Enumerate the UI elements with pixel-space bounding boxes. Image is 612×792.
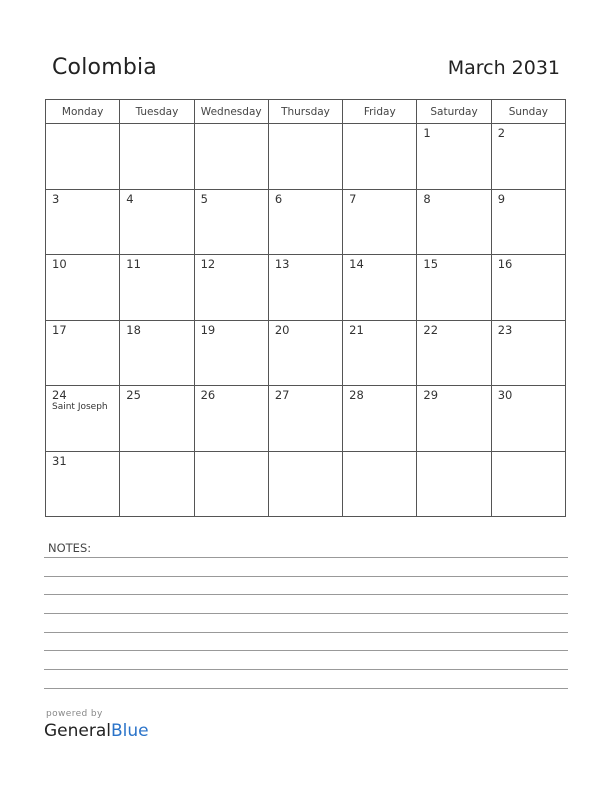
day-number: 25 [126,388,141,402]
day-number: 20 [274,322,290,337]
day-cell [343,451,417,517]
brand-logo-part2: Blue [111,721,149,741]
note-line [44,632,568,633]
day-cell [268,451,342,517]
day-cell [194,255,268,321]
day-cell [194,124,268,190]
day-cell [46,451,120,517]
day-number: 23 [497,322,513,337]
day-cell [194,189,268,255]
day-cell [120,124,194,190]
note-line [44,594,568,595]
day-cell [343,124,417,190]
day-number: 9 [497,191,506,206]
note-line [44,669,568,670]
day-cell [194,451,268,517]
weekday-header: Wednesday [194,100,268,124]
day-cell [491,255,565,321]
week-row [46,386,566,452]
day-cell [491,451,565,517]
day-cell [343,386,417,452]
weekday-header: Friday [343,100,417,124]
day-cell [417,451,491,517]
week-row [46,255,566,321]
day-cell [268,255,342,321]
day-cell [343,255,417,321]
brand-logo [44,721,149,741]
day-cell [268,124,342,190]
day-number: 31 [52,453,67,468]
note-line [44,613,568,614]
day-number: 14 [349,257,364,271]
day-number: 7 [349,191,357,206]
holiday-label: Saint Joseph [52,402,108,412]
weekday-header: Tuesday [120,100,194,124]
day-cell [417,189,491,255]
day-cell [417,255,491,321]
week-row [46,451,566,517]
day-cell [120,386,194,452]
brand-logo-part1: General [44,721,111,741]
day-cell [417,386,491,452]
day-number: 6 [274,191,283,206]
week-row [46,189,566,255]
day-cell [120,451,194,517]
weekday-header: Sunday [491,100,565,124]
notes-label: NOTES: [48,541,92,555]
day-number: 10 [52,257,67,271]
calendar-month-title: March 2031 [447,57,560,79]
day-cell [268,386,342,452]
day-number: 13 [274,257,290,271]
day-number: 8 [423,191,431,206]
day-number: 16 [497,257,513,271]
day-cell [268,320,342,386]
day-cell [120,255,194,321]
day-number: 3 [52,191,60,206]
day-cell [46,255,120,321]
day-number: 2 [497,126,506,140]
day-number: 1 [423,126,431,140]
day-cell [46,320,120,386]
day-number: 11 [126,257,141,271]
day-number: 15 [423,257,439,271]
day-cell [343,189,417,255]
day-number: 21 [349,322,364,337]
day-number: 18 [126,322,141,337]
day-number: 4 [126,191,134,206]
day-number: 27 [274,388,290,402]
day-cell [46,189,120,255]
week-row [46,320,566,386]
weekday-header: Saturday [417,100,491,124]
day-cell [417,320,491,386]
day-number: 5 [200,191,208,206]
weekday-header-row [46,100,566,124]
note-line [44,557,568,558]
day-number: 17 [52,322,67,337]
day-number: 28 [349,388,364,402]
day-cell [194,320,268,386]
day-cell [46,386,120,452]
day-number: 29 [423,388,439,402]
day-cell [417,124,491,190]
day-number: 22 [423,322,439,337]
day-number: 12 [200,257,216,271]
powered-by-text: powered by [46,709,103,719]
weekday-header: Thursday [268,100,342,124]
day-number: 30 [497,388,513,402]
day-cell [120,189,194,255]
note-line [44,650,568,651]
day-cell [491,124,565,190]
day-cell [491,386,565,452]
day-number: 19 [200,322,216,337]
day-cell [120,320,194,386]
month-calendar-grid [45,99,566,517]
note-line [44,576,568,577]
day-number: 24 [52,388,67,402]
day-cell [343,320,417,386]
day-cell [491,189,565,255]
calendar-country-title: Colombia [52,55,157,80]
day-cell [46,124,120,190]
note-line [44,688,568,689]
day-cell [268,189,342,255]
day-cell [491,320,565,386]
week-row [46,124,566,190]
day-cell [194,386,268,452]
weekday-header: Monday [46,100,120,124]
day-number: 26 [200,388,216,402]
